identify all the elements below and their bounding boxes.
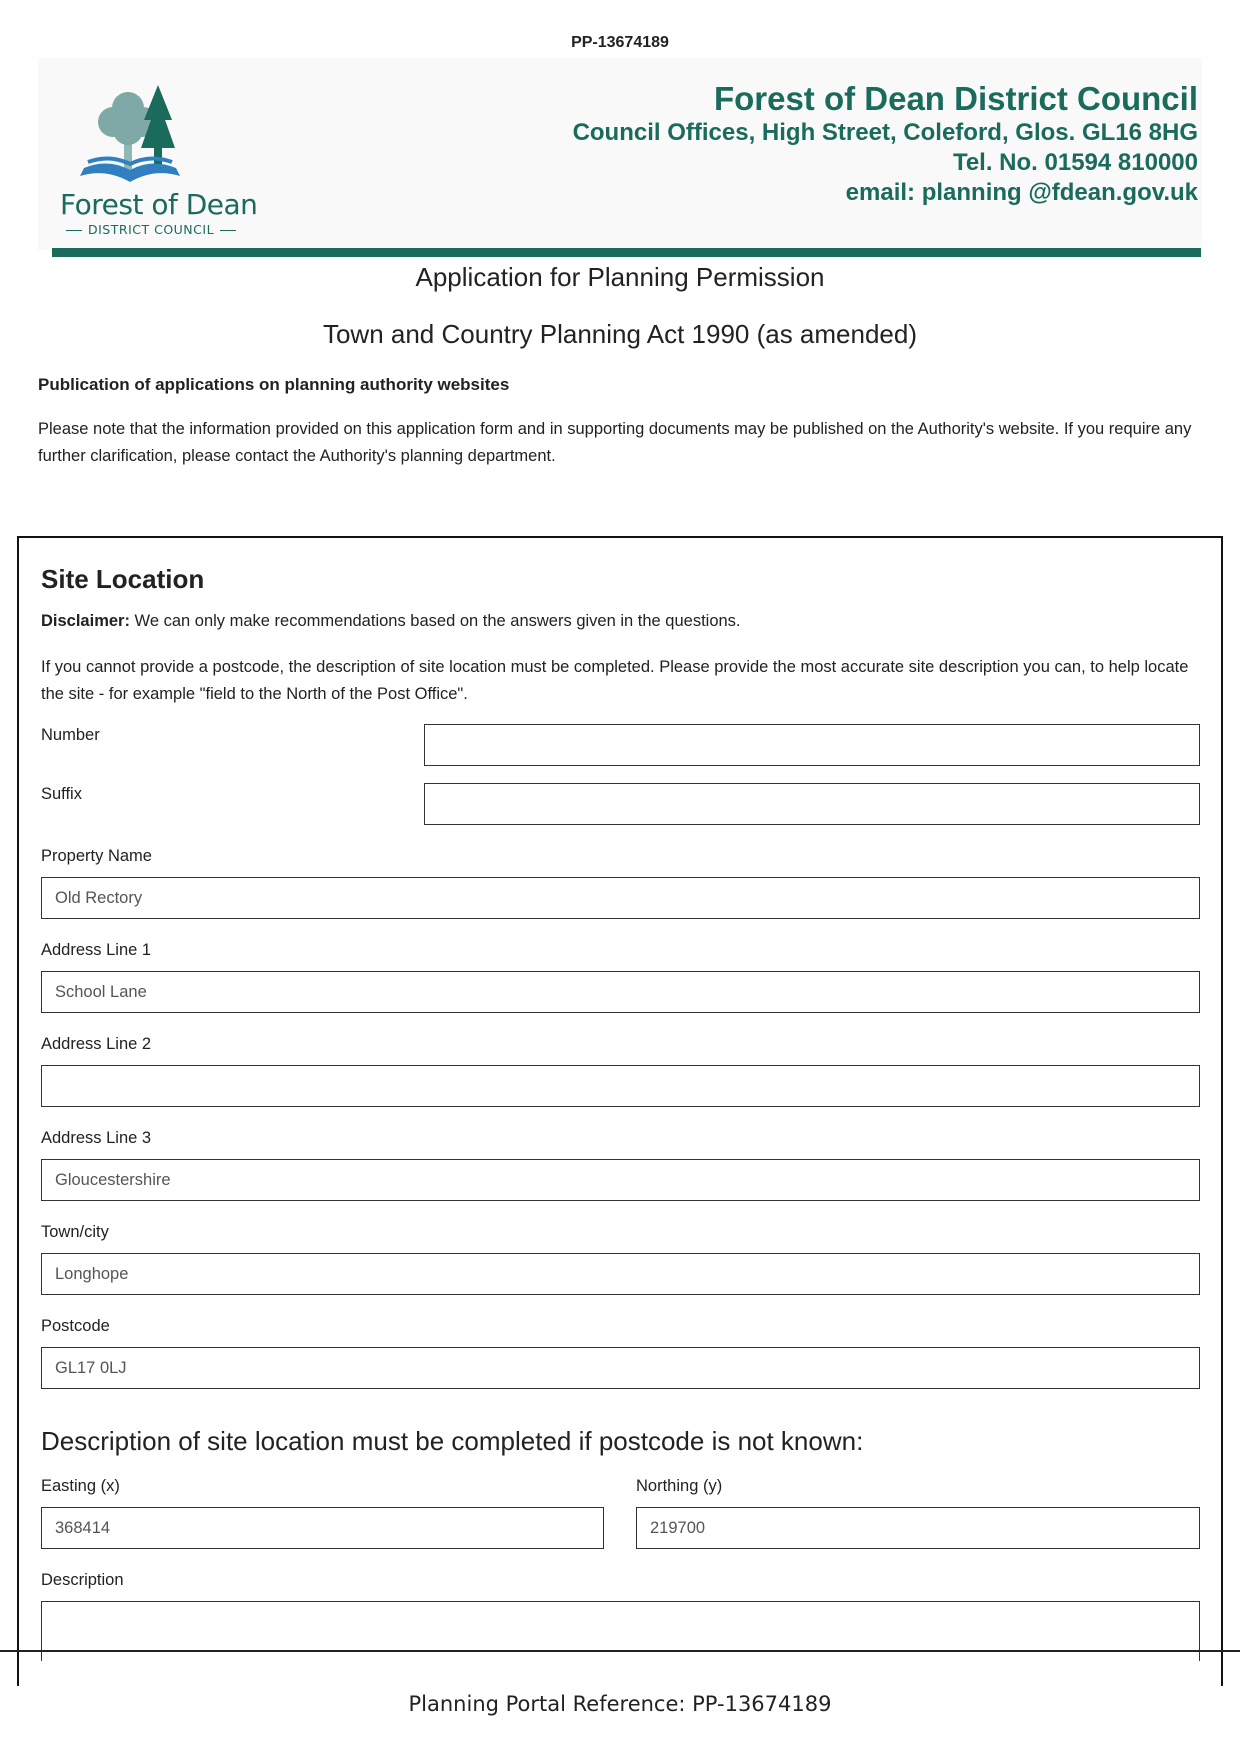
postcode-field[interactable]: GL17 0LJ [41, 1347, 1200, 1389]
address-line-1-label: Address Line 1 [41, 941, 152, 959]
disclaimer-label: Disclaimer: [41, 612, 130, 630]
address-line-2-field[interactable] [41, 1065, 1200, 1107]
town-field[interactable]: Longhope [41, 1253, 1200, 1295]
northing-label: Northing (y) [636, 1477, 723, 1495]
disclaimer [41, 612, 741, 631]
document-subtitle: Town and Country Planning Act 1990 (as amended) [322, 319, 918, 349]
number-field[interactable] [424, 724, 1200, 766]
council-logo [48, 70, 258, 237]
site-location-section [17, 536, 1223, 1686]
suffix-field[interactable] [424, 783, 1200, 825]
council-name: Forest of Dean District Council [713, 80, 1198, 117]
description-field[interactable] [41, 1601, 1200, 1661]
number-label: Number [41, 726, 100, 744]
section-title: Site Location [41, 564, 205, 594]
disclaimer-text: We can only make recommendations based on the answers given in the questions. [129, 612, 741, 630]
address-line-3-label: Address Line 3 [41, 1129, 152, 1147]
easting-label: Easting (x) [41, 1477, 120, 1495]
tree-logo-icon [48, 70, 248, 190]
reference-number-top: PP-13674189 [571, 34, 669, 51]
council-tel: Tel. No. 01594 810000 [952, 149, 1198, 176]
property-name-label: Property Name [41, 847, 152, 865]
description-heading: Description of site location must be completed if postcode is not known: [41, 1426, 864, 1456]
council-contact [573, 80, 1198, 208]
suffix-label: Suffix [41, 785, 82, 803]
council-address: Council Offices, High Street, Coleford, Glos. GL16 8HG [572, 119, 1198, 146]
address-line-2-label: Address Line 2 [41, 1035, 152, 1053]
section-intro: If you cannot provide a postcode, the description of site location must be completed. Please provide the most accurate site description you can, to help locate the site - for example "field to the North of the Post Office". [41, 658, 1189, 703]
footer-reference: Planning Portal Reference: PP-13674189 [408, 1692, 832, 1716]
page-bottom-divider [0, 1650, 1240, 1652]
northing-field[interactable]: 219700 [636, 1507, 1200, 1549]
property-name-field[interactable]: Old Rectory [41, 877, 1200, 919]
council-email[interactable]: email: planning @fdean.gov.uk [845, 179, 1198, 206]
header-divider [52, 248, 1201, 257]
town-label: Town/city [41, 1223, 109, 1241]
postcode-label: Postcode [41, 1317, 110, 1335]
address-line-1-field[interactable]: School Lane [41, 971, 1200, 1013]
document-title: Application for Planning Permission [415, 262, 825, 292]
publication-text: Please note that the information provided on this application form and in supporting documents may be published on the Authority's website. If you require any further clarification, please contact the Authority's planning department. [38, 420, 1192, 465]
easting-field[interactable]: 368414 [41, 1507, 604, 1549]
logo-subtitle: DISTRICT COUNCIL [60, 222, 242, 237]
description-label: Description [41, 1571, 124, 1589]
council-banner [38, 58, 1202, 250]
publication-heading: Publication of applications on planning authority websites [38, 375, 510, 394]
logo-wordmark: Forest of Dean [60, 188, 258, 221]
address-line-3-field[interactable]: Gloucestershire [41, 1159, 1200, 1201]
